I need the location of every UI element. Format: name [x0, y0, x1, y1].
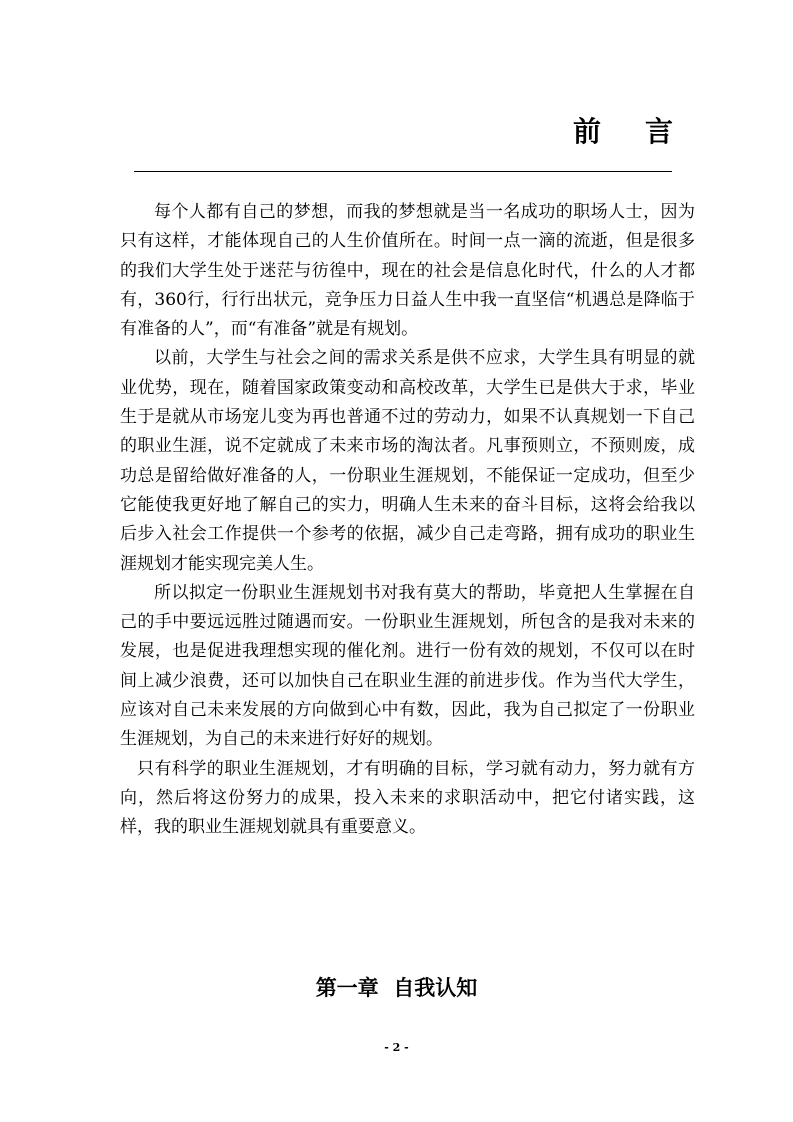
preface-body: [120, 198, 695, 843]
page-title: 前言: [572, 115, 717, 148]
paragraph: 每个人都有自己的梦想，而我的梦想就是当一名成功的职场人士，因为只有这样，才能体现自己的人生价值所在。时间一点一滴的流逝，但是很多的我们大学生处于迷茫与彷徨中，现在的社会是信息化时代，什么的人才都有，360行，行行出状元，竞争压力日益人生中我一直坚信“机遇总是降临于有准备的人”，而“有准备”就是有规划。: [120, 202, 695, 340]
chapter-heading: 第一章 自我认知: [315, 976, 478, 1000]
paragraph: 所以拟定一份职业生涯规划书对我有莫大的帮助，毕竟把人生掌握在自己的手中要远远胜过随遇而安。一份职业生涯规划，所包含的是我对未来的发展，也是促进我理想实现的催化剂。进行一份有效的规划，不仅可以在时间上减少浪费，还可以加快自己在职业生涯的前进步伐。作为当代大学生，应该对自己未来发展的方向做到心中有数，因此，我为自己拟定了一份职业生涯规划，为自己的未来进行好好的规划。: [120, 582, 695, 750]
paragraph: 只有科学的职业生涯规划，才有明确的目标，学习就有动力，努力就有方向，然后将这份努力的成果，投入未来的求职活动中，把它付诸实践，这样，我的职业生涯规划就具有重要意义。: [120, 758, 695, 838]
paragraph: 以前，大学生与社会之间的需求关系是供不应求，大学生具有明显的就业优势，现在，随着国家政策变动和高校改革，大学生已是供大于求，毕业生于是就从市场宠儿变为再也普通不过的劳动力，如果不认真规划一下自己的职业生涯，说不定就成了未来市场的淘汰者。凡事预则立，不预则废，成功总是留给做好准备的人，一份职业生涯规划，不能保证一定成功，但至少它能使我更好地了解自己的实力，明确人生未来的奋斗目标，这将会给我以后步入社会工作提供一个参考的依据，减少自己走弯路，拥有成功的职业生涯规划才能实现完美人生。: [120, 348, 695, 574]
title-underline: [134, 171, 672, 172]
page-number: - 2 -: [384, 1041, 409, 1054]
